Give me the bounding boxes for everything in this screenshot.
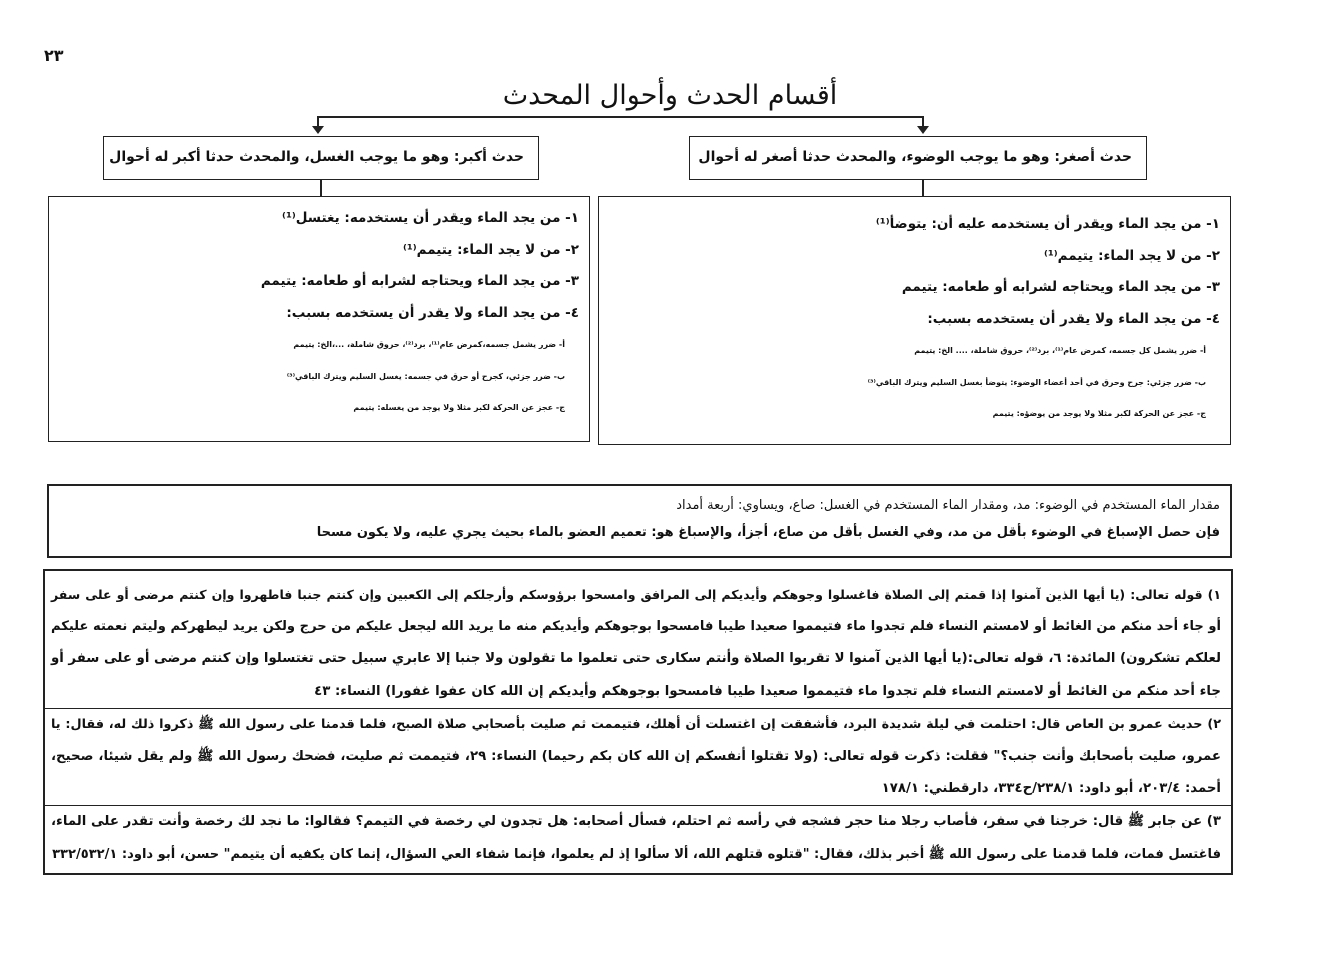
- list-item: ١- من يجد الماء ويقدر أن يستخدمه عليه أن: يتوضأ⁽¹⁾: [875, 216, 1220, 232]
- footnote-line: ٢) حديث عمرو بن العاص قال: احتلمت في ليلة شديدة البرد، فأشفقت إن اغتسلت أن أهلك، فتيممت ثم صليت بأصحابي صلاة الصبح، فلما قدمنا على رسول الله ﷺ ذكروا ذلك له، فقال: يا: [51, 716, 1221, 732]
- footnotes-box: [43, 569, 1233, 875]
- list-item: ٢- من لا يجد الماء: يتيمم⁽¹⁾: [402, 241, 579, 258]
- list-item: ١- من يجد الماء ويقدر أن يستخدمه: يغتسل⁽¹⁾: [282, 210, 579, 226]
- note-line: فإن حصل الإسباغ في الوضوء بأقل من مد، وفي الغسل بأقل من صاع، أجزأ، والإسباغ هو: تعميم العضو بالماء بحيث يجري عليه، ولا يكون مسحا: [316, 525, 1220, 540]
- connector-horizontal: [317, 116, 923, 118]
- arrow-down-icon: [312, 126, 324, 134]
- list-item: ٣- من يجد الماء ويحتاجه لشرابه أو طعامه: يتيمم: [901, 279, 1220, 295]
- footnote-line: ١) قوله تعالى: (يا أيها الذين آمنوا إذا قمتم إلى الصلاة فاغسلوا وجوهكم وأيديكم إلى المرافق وامسحوا برؤوسكم وأرجلكم إلى الكعبين وإن كنتم جنبا فاطهروا وإن كنتم مرضى أو على سفر: [51, 587, 1221, 602]
- footnote-line: فاغتسل فمات، فلما قدمنا على رسول الله ﷺ أخبر بذلك، فقال: "قتلوه قتلهم الله، ألا سألوا إذ لم يعلموا، فإنما شفاء العي السؤال، إنما كان يكفيه أن يتيمم" حسن، أبو داود: ٣٣٢/٥٣٢/١: [52, 846, 1221, 862]
- footnote-line: لعلكم تشكرون) المائدة: ٦، قوله تعالى:(يا أيها الذين آمنوا لا تقربوا الصلاة وأنتم سكارى حتى تعلموا ما تقولون ولا جنبا إلا عابري سبيل حتى تغتسلوا وإن كنتم مرضى أو على سفر أو: [50, 651, 1221, 667]
- list-item: أ- ضرر يشمل جسمه،كمرض عام⁽¹⁾، برد⁽²⁾، حروق شاملة، ...،الخ: يتيمم: [293, 340, 565, 349]
- connector-minor-list: [922, 180, 924, 196]
- list-item: ٤- من يجد الماء ولا يقدر أن يستخدمه بسبب:: [927, 310, 1220, 327]
- footnote-line: ٣) عن جابر ﷺ قال: خرجنا في سفر، فأصاب رجلا منا حجر فشجه في رأسه ثم احتلم، فسأل أصحابه: هل تجدون لي رخصة في التيمم؟ فقالوا: ما نجد لك رخصة وأنت تقدر على الماء،: [51, 814, 1221, 830]
- list-item: ٣- من يجد الماء ويحتاجه لشرابه أو طعامه: يتيمم: [260, 273, 579, 289]
- list-item: ب- ضرر جزئي، كجرح أو حرق في جسمه: يغسل السليم ويترك الباقي⁽³⁾: [286, 371, 565, 381]
- minor-hadath-header: حدث أصغر: وهو ما يوجب الوضوء، والمحدث حدثا أصغر له أحوال: [689, 136, 1147, 180]
- list-item: ب- ضرر جزئي: جرح وحرق في أحد أعضاء الوضوء: يتوضأ بغسل السليم ويترك الباقي⁽³⁾: [867, 377, 1206, 387]
- list-item: ج- عجز عن الحركة لكبر مثلا ولا يوجد من يغسله: يتيمم: [353, 403, 565, 412]
- list-item: ٢- من لا يجد الماء: يتيمم⁽¹⁾: [1043, 247, 1220, 264]
- page-title: أقسام الحدث وأحوال المحدث: [502, 80, 838, 111]
- list-item: ٤- من يجد الماء ولا يقدر أن يستخدمه بسبب:: [286, 304, 579, 321]
- arrow-down-icon: [917, 126, 929, 134]
- list-item: ج- عجز عن الحركة لكبر مثلا ولا يوجد من يوضؤه: يتيمم: [992, 409, 1206, 418]
- major-conditions-box: [48, 196, 590, 442]
- connector-major-list: [320, 180, 322, 196]
- list-item: أ- ضرر يشمل كل جسمه، كمرض عام⁽¹⁾، برد⁽²⁾، حروق شاملة، .... الخ: يتيمم: [914, 346, 1206, 355]
- note-line: مقدار الماء المستخدم في الوضوء: مد، ومقدار الماء المستخدم في الغسل: صاع، ويساوي: أربعة أمداد: [676, 498, 1220, 513]
- major-hadath-header: حدث أكبر: وهو ما يوجب الغسل، والمحدث حدثا أكبر له أحوال: [103, 136, 539, 180]
- page-number: ٢٣: [44, 46, 64, 65]
- footnote-line: جاء أحد منكم من الغائط أو لامستم النساء فلم تجدوا ماء فتيمموا صعيدا طيبا فامسحوا بوجوهكم وأيديكم إن الله كان عفوا غفورا) النساء: ٤٣: [314, 683, 1221, 699]
- minor-conditions-box: [598, 196, 1231, 445]
- footnote-line: أحمد: ٢٠٣/٤، أبو داود: ٢٣٨/١/ح٣٣٤، دارقطني: ١٧٨/١: [881, 781, 1221, 797]
- footnote-line: أو جاء أحد منكم من الغائط أو لامستم النساء فلم تجدوا ماء فتيمموا صعيدا طيبا فامسحوا بوجوهكم وأيديكم منه ما يريد الله ليجعل عليكم من حرج ولكن يريد ليطهركم وليتم نعمته عليكم: [51, 619, 1221, 635]
- water-amount-note: [47, 484, 1232, 558]
- footnote-line: عمرو، صليت بأصحابك وأنت جنب؟" فقلت: ذكرت قوله تعالى: (ولا تقتلوا أنفسكم إن الله كان بكم رحيما) النساء: ٢٩، فتيممت ثم صليت، فضحك رسول الله ﷺ ولم يقل شيئا، صحيح،: [51, 749, 1221, 765]
